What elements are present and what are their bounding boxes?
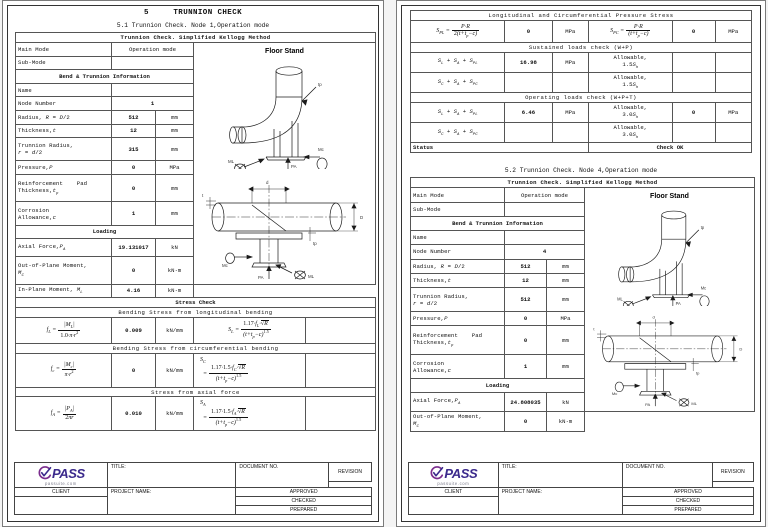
diagram-title: Floor Stand bbox=[650, 193, 689, 201]
info-label: Thickness,t bbox=[411, 273, 505, 287]
info-unit: MPa bbox=[547, 312, 585, 326]
main-mode-value: Operation mode bbox=[505, 188, 585, 202]
operating-row-2 bbox=[411, 123, 752, 143]
label-mc: Mc bbox=[318, 146, 324, 152]
project-name-field[interactable]: PROJECT NAME: bbox=[107, 488, 236, 515]
info-label: Pressure,P bbox=[16, 161, 112, 175]
info-value: 12 bbox=[112, 124, 156, 138]
sustained-value bbox=[505, 73, 552, 93]
floor-stand-elbow-diagram bbox=[196, 57, 376, 169]
sustained-allowable: Allowable, $1.5S_h$ bbox=[588, 73, 672, 93]
sustained-band-row bbox=[411, 42, 752, 52]
trunnion-card-right bbox=[410, 177, 755, 432]
operating-allowable: Allowable, $3.0S_h$ bbox=[588, 123, 672, 143]
stress-right-blank bbox=[306, 318, 376, 343]
info-value: 1 bbox=[112, 97, 194, 111]
operating-unit: MPa bbox=[552, 103, 588, 123]
title-block-left bbox=[14, 462, 372, 515]
info-unit: mm bbox=[547, 273, 585, 287]
info-label: Trunnion Radius, r = d/2 bbox=[16, 138, 112, 161]
operating-unit bbox=[552, 123, 588, 143]
stress-row-longitudinal bbox=[16, 318, 376, 343]
sub-mode-label: Sub-Mode bbox=[16, 56, 112, 70]
formula-sa: $S_A$ = $\frac{1.17\cdot 1.5\cdot f_A\cdot√R}{(t+t_p-c)^{1.5}}$ bbox=[194, 397, 306, 431]
revision-field[interactable]: REVISION bbox=[712, 463, 753, 482]
operating-allow-value bbox=[672, 123, 715, 143]
label-t: t bbox=[202, 192, 204, 198]
label-t: t bbox=[593, 326, 595, 332]
loading-header: Loading bbox=[16, 225, 194, 239]
label-tp: tp bbox=[318, 81, 322, 87]
info-label: Node Number bbox=[411, 245, 505, 259]
stress-band-label: Bending Stress from circumferential bending bbox=[16, 343, 376, 353]
expr-sc-sa-spc: $S_C + S_A + S_{PC}$ bbox=[411, 73, 505, 93]
loading-value: 0 bbox=[112, 257, 156, 285]
approved-label: APPROVED bbox=[236, 488, 372, 497]
info-unit: mm bbox=[547, 354, 585, 378]
info-value: 1 bbox=[112, 202, 156, 225]
card-title: Trunnion Check. Simplified Kellogg Method bbox=[16, 33, 376, 43]
page-left-frame bbox=[7, 5, 379, 522]
checked-label: CHECKED bbox=[622, 497, 753, 506]
sustained-row-1 bbox=[411, 52, 752, 72]
operating-allow-unit bbox=[715, 123, 752, 143]
operating-row-1 bbox=[411, 103, 752, 123]
info-unit: mm bbox=[547, 287, 585, 311]
label-d-cap: D bbox=[739, 346, 743, 352]
stress-check-table bbox=[15, 297, 376, 431]
stress-band-label: Stress from axial force bbox=[16, 387, 376, 397]
loading-unit: kN bbox=[156, 239, 194, 257]
loading-value: 4.16 bbox=[112, 284, 156, 297]
info-label: Name bbox=[16, 83, 112, 97]
card-title: Trunnion Check. Simplified Kellogg Method bbox=[411, 178, 755, 188]
loading-unit: kN·m bbox=[156, 284, 194, 297]
stress-row-circumferential bbox=[16, 353, 376, 387]
label-tp-2: tp bbox=[313, 240, 317, 246]
sustained-allow-unit bbox=[715, 52, 752, 72]
pressure-right-unit: MPa bbox=[715, 20, 752, 42]
info-label: Trunnion Radius, r = d/2 bbox=[411, 287, 505, 311]
prepared-label: PREPARED bbox=[622, 506, 753, 515]
pass-logo-subtext: passuite.com bbox=[437, 481, 470, 486]
trunnion-card-left bbox=[15, 32, 376, 298]
chapter-heading bbox=[14, 9, 372, 17]
sustained-allow-value bbox=[672, 52, 715, 72]
info-value: 0 bbox=[112, 175, 156, 202]
client-label: CLIENT bbox=[15, 488, 108, 497]
operating-value bbox=[505, 123, 552, 143]
operating-band-label: Operating loads check (W+P+T) bbox=[411, 93, 752, 103]
info-value: 1 bbox=[505, 354, 547, 378]
formula-fl: $f_L$ = $\frac{|M_L|}{1.0\cdot\pi\cdot r^2}$ bbox=[16, 318, 112, 343]
main-mode-row bbox=[16, 42, 376, 56]
info-label: Name bbox=[411, 231, 505, 245]
pass-logo-text: PASS bbox=[444, 466, 478, 481]
sustained-allow-value bbox=[672, 73, 715, 93]
label-d-small: d bbox=[652, 314, 655, 320]
stress-right-blank bbox=[306, 397, 376, 431]
sub-mode-value bbox=[505, 202, 585, 216]
info-header: Bend & Trunnion Information bbox=[16, 70, 194, 84]
title-field[interactable]: TITLE: bbox=[498, 463, 622, 488]
info-label: Radius, R = D/2 bbox=[16, 111, 112, 125]
chapter-title: TRUNNION CHECK bbox=[173, 9, 243, 17]
pass-logo-text: PASS bbox=[51, 466, 85, 481]
info-header: Bend & Trunnion Information bbox=[411, 216, 585, 230]
sustained-value: 16.98 bbox=[505, 52, 552, 72]
operating-allow-unit: MPa bbox=[715, 103, 752, 123]
client-label: CLIENT bbox=[409, 488, 499, 497]
loading-label: Axial $Force,P_A$ bbox=[411, 393, 505, 412]
status-label: Status bbox=[411, 143, 589, 153]
page-left bbox=[2, 0, 384, 527]
main-mode-row-right bbox=[411, 188, 755, 202]
loading-label: In-Plane Moment, $M_L$ bbox=[16, 284, 112, 297]
stress-value: 0 bbox=[112, 353, 156, 387]
title-block-right bbox=[408, 462, 754, 515]
pass-logo bbox=[409, 463, 499, 488]
document-no-field[interactable]: DOCUMENT NO. bbox=[622, 463, 712, 488]
label-mc-2: Mc bbox=[611, 391, 618, 397]
stress-row-axial bbox=[16, 397, 376, 431]
info-unit: MPa bbox=[156, 161, 194, 175]
label-ml-2: ML bbox=[691, 401, 697, 407]
info-label: Radius, R = D/2 bbox=[411, 259, 505, 273]
info-label: Node Number bbox=[16, 97, 112, 111]
operating-band-row bbox=[411, 93, 752, 103]
project-name-field[interactable]: PROJECT NAME: bbox=[498, 488, 622, 515]
loading-unit: kN bbox=[547, 393, 585, 412]
formula-sc: $S_C$ = $\frac{1.17\cdot 1.5\cdot f_C\cdot√R}{(t+t_p-c)^{1.5}}$ bbox=[194, 353, 306, 387]
revision-field[interactable]: REVISION bbox=[329, 463, 372, 482]
info-value: 4 bbox=[505, 245, 585, 259]
info-unit: mm bbox=[156, 138, 194, 161]
stress-value: 0.009 bbox=[112, 318, 156, 343]
diagram-cell-right bbox=[585, 188, 755, 412]
section-heading-5-2: 5.2 Trunnion Check. Node 4,Operation mode bbox=[504, 167, 658, 175]
stress-value: 0.010 bbox=[112, 397, 156, 431]
info-label: Reinforcement Pad $Thickness,t_p$ bbox=[411, 326, 505, 355]
label-pa: PA bbox=[291, 163, 297, 169]
stress-check-header-row bbox=[16, 298, 376, 308]
stress-unit: kN/mm bbox=[156, 353, 194, 387]
pressure-left-value: 0 bbox=[505, 20, 552, 42]
loading-label: Out-of-Plane Moment, $M_C$ bbox=[16, 257, 112, 285]
main-mode-label: Main Mode bbox=[411, 188, 505, 202]
info-value: 512 bbox=[505, 287, 547, 311]
pass-logo-subtext: passuite.com bbox=[44, 481, 77, 486]
info-unit: mm bbox=[156, 111, 194, 125]
stress-unit: kN/mm bbox=[156, 397, 194, 431]
info-label: Corrosion Allowance,c bbox=[16, 202, 112, 225]
status-value: Check OK bbox=[588, 143, 751, 153]
page-right bbox=[396, 0, 766, 527]
pass-check-icon bbox=[37, 465, 52, 480]
label-ml-2: ML bbox=[308, 273, 315, 279]
info-unit: mm bbox=[547, 259, 585, 273]
label-pa-2: PA bbox=[645, 402, 651, 408]
formula-fa: $f_A$ = $\frac{|P_A|}{2\pi r}$ bbox=[16, 397, 112, 431]
loading-value: 24.808035 bbox=[505, 393, 547, 412]
info-value: 0 bbox=[505, 312, 547, 326]
main-mode-value: Operation mode bbox=[112, 42, 194, 56]
stress-unit: kN/mm bbox=[156, 318, 194, 343]
floor-stand-elevation-diagram bbox=[196, 175, 376, 281]
info-value: 512 bbox=[112, 111, 156, 125]
sustained-unit: MPa bbox=[552, 52, 588, 72]
info-value bbox=[112, 83, 194, 97]
floor-stand-elevation-diagram-right bbox=[587, 310, 755, 408]
operating-allow-value: 0 bbox=[672, 103, 715, 123]
title-field[interactable]: TITLE: bbox=[107, 463, 236, 488]
loading-unit: kN·m bbox=[547, 412, 585, 432]
section-heading-5-1: 5.1 Trunnion Check. Node 1,Operation mode bbox=[116, 22, 270, 29]
pressure-stress-row bbox=[411, 20, 752, 42]
sustained-allowable: Allowable, $1.5S_h$ bbox=[588, 52, 672, 72]
label-d-small: d bbox=[266, 179, 269, 185]
diagram-cell-left bbox=[194, 42, 376, 284]
pass-check-icon bbox=[429, 465, 444, 480]
info-unit: mm bbox=[156, 175, 194, 202]
loading-header: Loading bbox=[411, 379, 585, 393]
chapter-number: 5 bbox=[143, 9, 149, 17]
sustained-band-label: Sustained loads check (W+P) bbox=[411, 42, 752, 52]
formula-sl: $S_L$ = $\frac{1.17\cdot f_L\cdot√R}{(t+t_p-c)^{1.5}}$ bbox=[194, 318, 306, 343]
expr-sl-sa-spl: $S_L + S_A + S_{PL}$ bbox=[411, 52, 505, 72]
page-right-frame bbox=[401, 5, 761, 522]
stress-band-axial bbox=[16, 387, 376, 397]
pressure-band-row bbox=[411, 11, 752, 21]
info-label: Thickness,t bbox=[16, 124, 112, 138]
sub-mode-value bbox=[112, 56, 194, 70]
loading-value: 0 bbox=[505, 412, 547, 432]
label-tp: tp bbox=[700, 225, 705, 231]
label-d-cap: D bbox=[360, 214, 364, 220]
document-no-field[interactable]: DOCUMENT NO. bbox=[236, 463, 329, 488]
info-unit: mm bbox=[156, 202, 194, 225]
main-mode-label: Main Mode bbox=[16, 42, 112, 56]
pressure-stress-table bbox=[410, 10, 752, 153]
loading-value: 19.131017 bbox=[112, 239, 156, 257]
formula-spc: $S_{PC}$ = $\frac{P\cdot R}{(t+t_p-c)}$ bbox=[588, 20, 672, 42]
checked-label: CHECKED bbox=[236, 497, 372, 506]
formula-fc: $f_c$ = $\frac{|M_c|}{\pi\cdot r^2}$ bbox=[16, 353, 112, 387]
info-label: Reinforcement Pad $Thickness,t_p$ bbox=[16, 175, 112, 202]
prepared-label: PREPARED bbox=[236, 506, 372, 515]
operating-value: 6.46 bbox=[505, 103, 552, 123]
info-value bbox=[505, 231, 585, 245]
label-pa-2: PA bbox=[258, 274, 264, 280]
expr-sc-sa-spc-op: $S_C + S_A + S_{PC}$ bbox=[411, 123, 505, 143]
stress-band-circumferential bbox=[16, 343, 376, 353]
info-value: 512 bbox=[505, 259, 547, 273]
info-label: Corrosion Allowance,c bbox=[411, 354, 505, 378]
loading-label: Out-of-Plane Moment, $M_C$ bbox=[411, 412, 505, 432]
diagram-title: Floor Stand bbox=[265, 47, 304, 55]
stress-check-header: Stress Check bbox=[16, 298, 376, 308]
loading-unit: kN·m bbox=[156, 257, 194, 285]
pass-logo bbox=[15, 463, 108, 488]
stress-right-blank bbox=[306, 353, 376, 387]
sustained-row-2 bbox=[411, 73, 752, 93]
info-value: 0 bbox=[112, 161, 156, 175]
label-ml: ML bbox=[617, 296, 623, 302]
floor-stand-elbow-diagram-right bbox=[587, 202, 755, 306]
label-mc: Mc bbox=[700, 285, 707, 291]
info-value: 0 bbox=[505, 326, 547, 355]
pressure-right-value: 0 bbox=[672, 20, 715, 42]
pressure-band-label: Longitudinal and Circumferential Pressure Stress bbox=[411, 11, 752, 21]
card-title-row-right bbox=[411, 178, 755, 188]
loading-label: Axial $Force,P_A$ bbox=[16, 239, 112, 257]
loading-row-in-plane bbox=[16, 284, 376, 297]
stress-band-longitudinal bbox=[16, 308, 376, 318]
expr-sl-sa-spl-op: $S_L + S_A + S_{PL}$ bbox=[411, 103, 505, 123]
loading-row-out-of-plane-right bbox=[411, 412, 755, 432]
sustained-allow-unit bbox=[715, 73, 752, 93]
pressure-left-unit: MPa bbox=[552, 20, 588, 42]
stress-band-label: Bending Stress from longitudinal bending bbox=[16, 308, 376, 318]
formula-spl: $S_{PL}$ = $\frac{P\cdot R}{2(t+t_p-c)}$ bbox=[411, 20, 505, 42]
label-pa: PA bbox=[675, 301, 681, 307]
info-value: 315 bbox=[112, 138, 156, 161]
operating-allowable: Allowable, $3.0S_h$ bbox=[588, 103, 672, 123]
label-ml: ML bbox=[228, 158, 235, 164]
info-value: 12 bbox=[505, 273, 547, 287]
approved-label: APPROVED bbox=[622, 488, 753, 497]
info-label: Pressure,P bbox=[411, 312, 505, 326]
info-unit: mm bbox=[547, 326, 585, 355]
info-unit: mm bbox=[156, 124, 194, 138]
label-mc-2: Mc bbox=[222, 262, 228, 268]
sustained-unit bbox=[552, 73, 588, 93]
card-title-row bbox=[16, 33, 376, 43]
sub-mode-label: Sub-Mode bbox=[411, 202, 505, 216]
status-row bbox=[411, 143, 752, 153]
label-tp-2: tp bbox=[695, 370, 700, 376]
